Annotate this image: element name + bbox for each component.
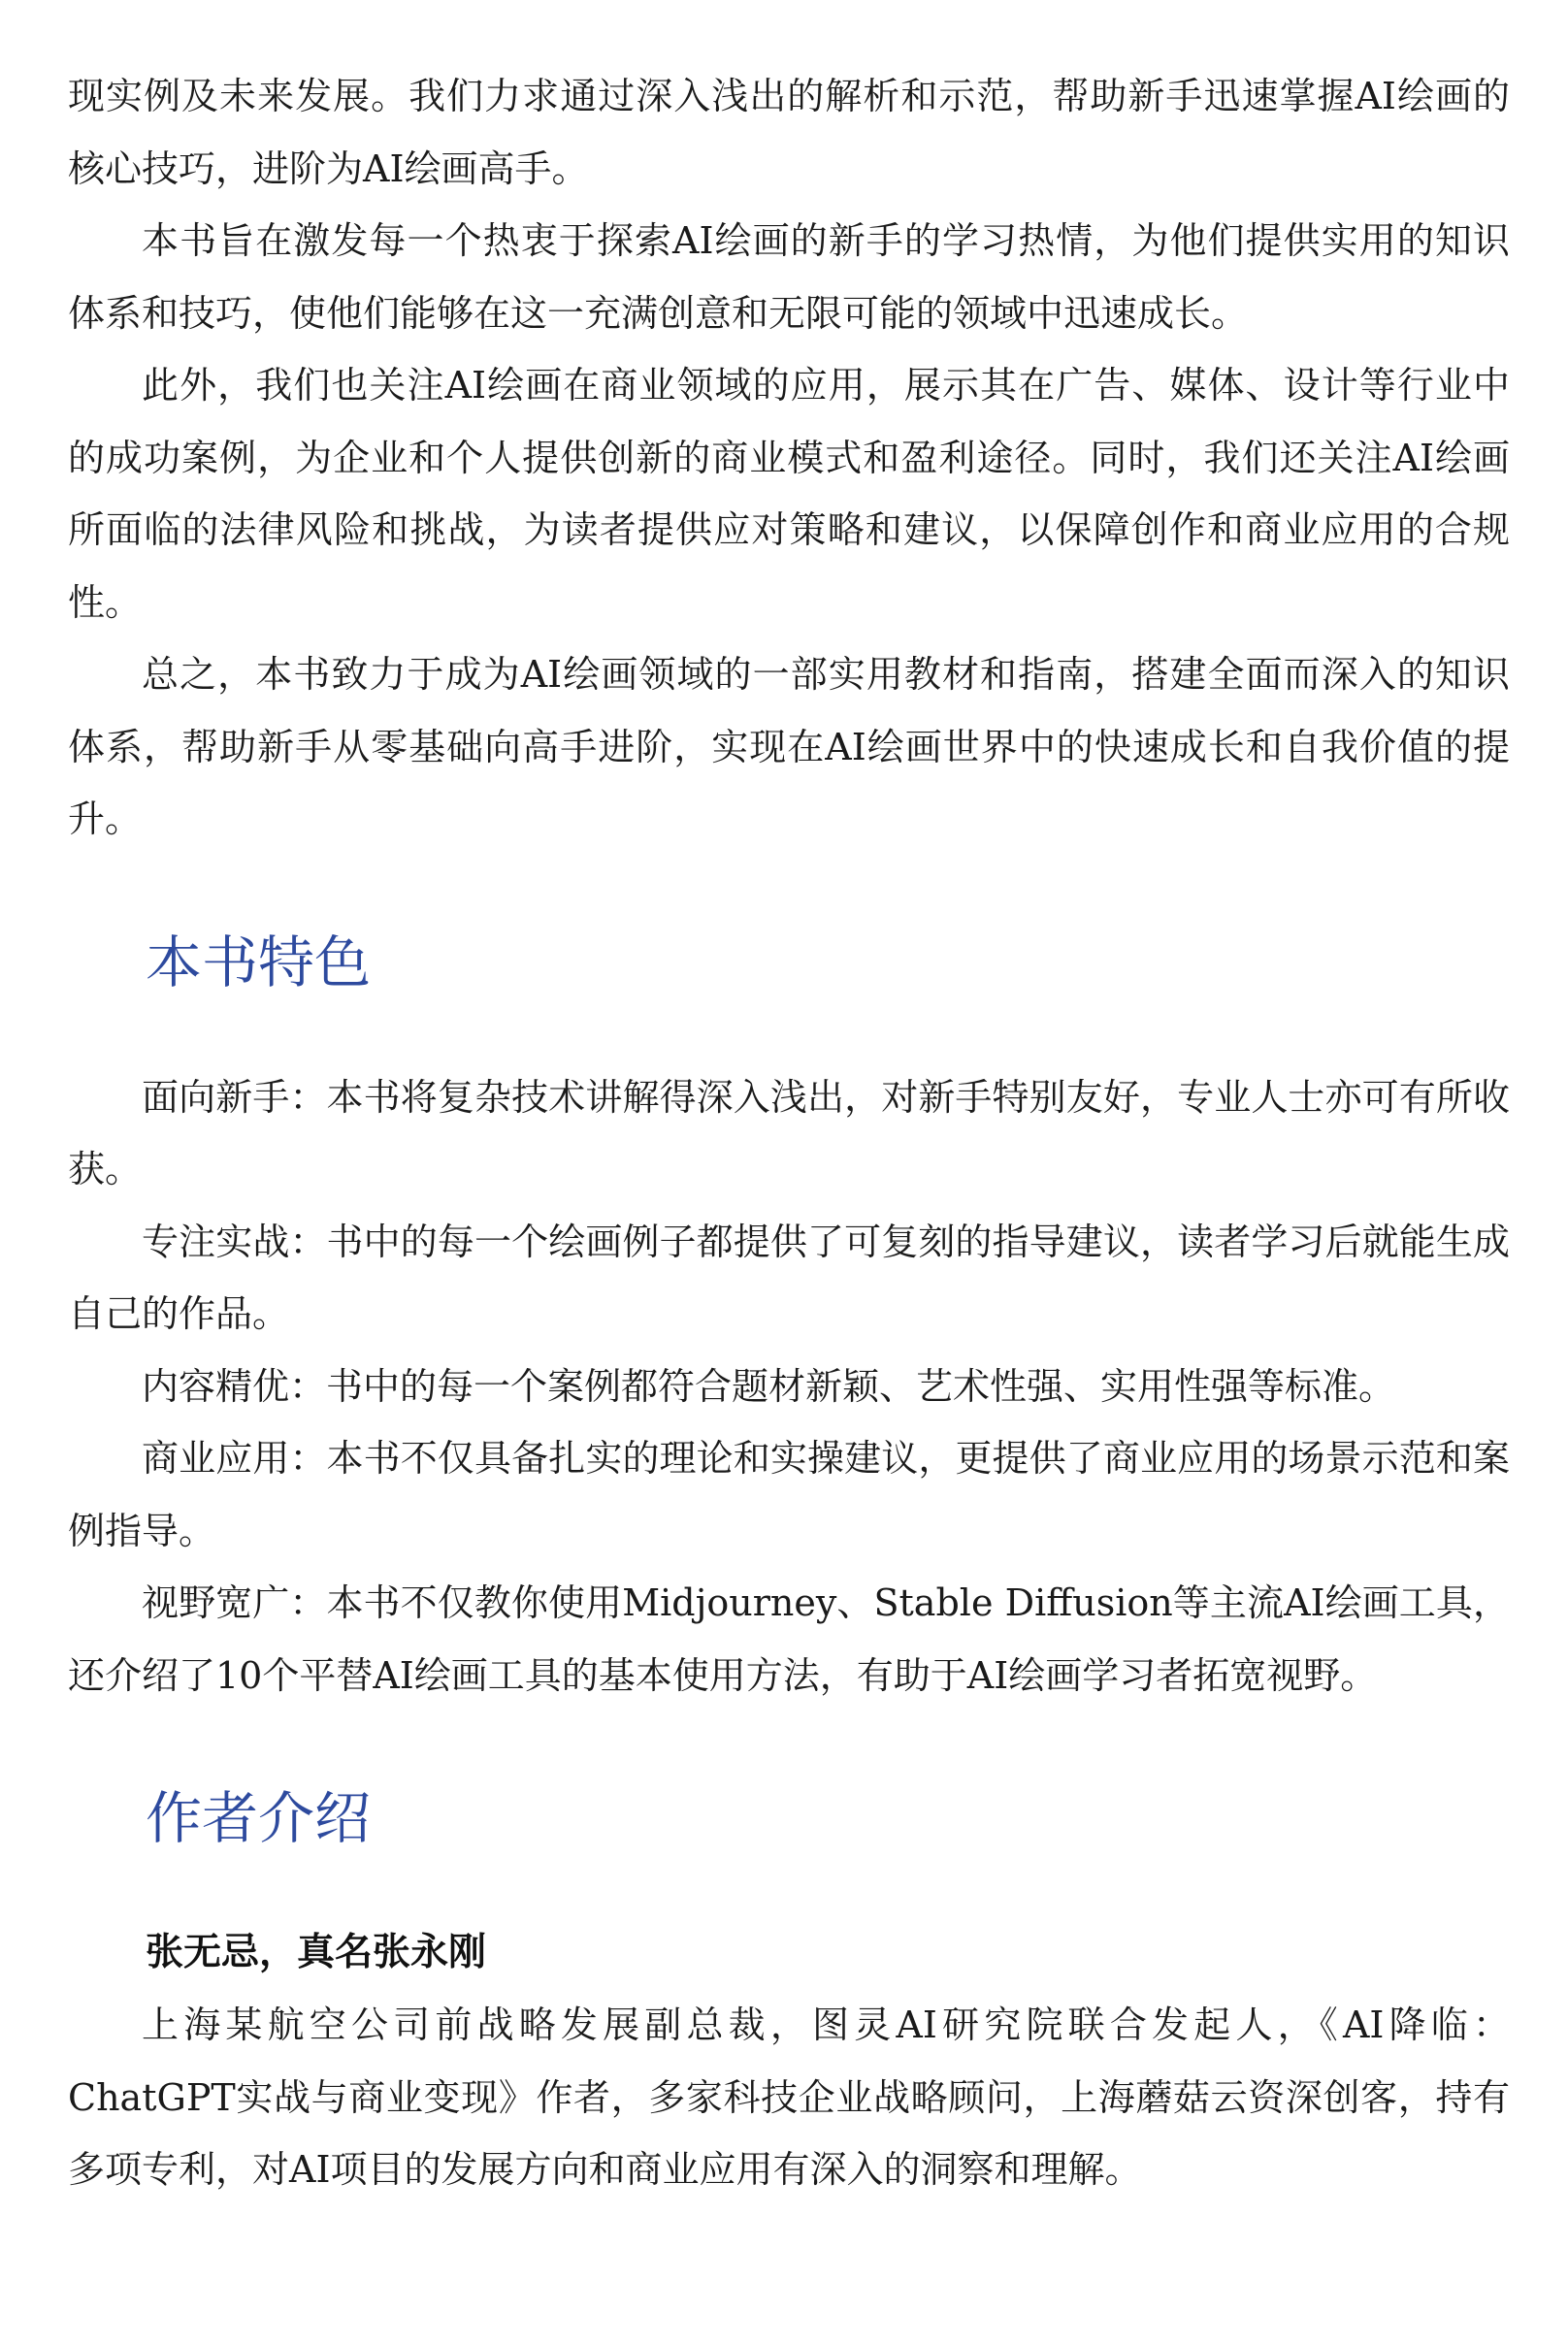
features-heading: 本书特色 [146, 929, 372, 995]
author-heading: 作者介绍 [146, 1785, 372, 1851]
feature-item-practice: 专注实战：书中的每一个绘画例子都提供了可复刻的指导建议，读者学习后就能生成自己的作品。 [68, 1220, 1510, 1335]
author-bio: 上海某航空公司前战略发展副总裁，图灵AI研究院联合发起人，《AI降临：ChatGPT实战与商业变现》作者，多家科技企业战略顾问，上海蘑菇云资深创客，持有多项专利，对AI项目的发展方向和商业应用有深入的洞察和理解。 [68, 2004, 1510, 2191]
intro-paragraph-3: 此外，我们也关注AI绘画在商业领域的应用，展示其在广告、媒体、设计等行业中的成功案例，为企业和个人提供创新的商业模式和盈利途径。同时，我们还关注AI绘画所面临的法律风险和挑战，为读者提供应对策略和建议，以保障创作和商业应用的合规性。 [68, 364, 1510, 624]
feature-item-vision: 视野宽广：本书不仅教你使用Midjourney、Stable Diffusion等主流AI绘画工具，还介绍了10个平替AI绘画工具的基本使用方法，有助于AI绘画学习者拓宽视野。 [68, 1581, 1510, 1697]
feature-item-business: 商业应用：本书不仅具备扎实的理论和实操建议，更提供了商业应用的场景示范和案例指导。 [68, 1437, 1510, 1552]
intro-paragraph-4: 总之，本书致力于成为AI绘画领域的一部实用教材和指南，搭建全面而深入的知识体系，帮助新手从零基础向高手进阶，实现在AI绘画世界中的快速成长和自我价值的提升。 [68, 653, 1510, 840]
author-name: 张无忌，真名张永刚 [146, 1931, 487, 1974]
feature-item-quality: 内容精优：书中的每一个案例都符合题材新颖、艺术性强、实用性强等标准。 [142, 1364, 1396, 1408]
feature-item-beginners: 面向新手：本书将复杂技术讲解得深入浅出，对新手特别友好，专业人士亦可有所收获。 [68, 1075, 1510, 1190]
intro-paragraph-1: 现实例及未来发展。我们力求通过深入浅出的解析和示范，帮助新手迅速掌握AI绘画的核心技巧，进阶为AI绘画高手。 [68, 75, 1510, 190]
intro-paragraph-2: 本书旨在激发每一个热衷于探索AI绘画的新手的学习热情，为他们提供实用的知识体系和技巧，使他们能够在这一充满创意和无限可能的领域中迅速成长。 [68, 219, 1510, 335]
document-page [68, 60, 1510, 2206]
